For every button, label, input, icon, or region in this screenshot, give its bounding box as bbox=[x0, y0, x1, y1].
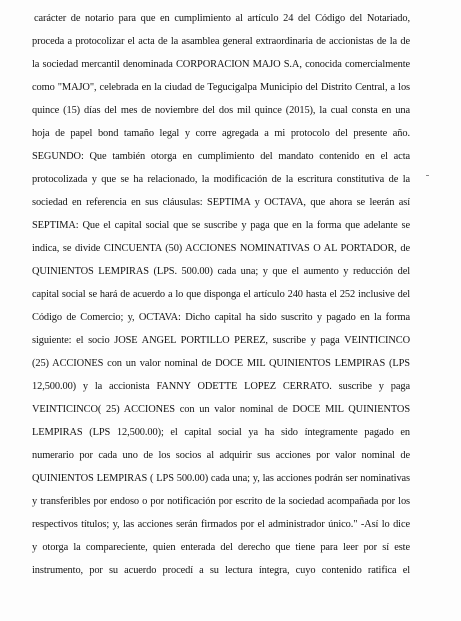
text-line: 12,500.00) y la accionista FANNY ODETTE LOPEZ CERRATO. suscribe y paga bbox=[32, 381, 410, 392]
text-line: quince (15) días del mes de noviembre del dos mil quince (2015), la cual consta en una bbox=[32, 105, 410, 116]
text-line: instrumento, por su acuerdo procedí a su lectura íntegra, cuyo contenido ratifica el bbox=[32, 565, 410, 576]
text-line: SEPTIMA: Que el capital social que se suscribe y paga que en la forma que adelante se bbox=[32, 220, 410, 231]
text-line: LEMPIRAS (LPS 12,500.00); el capital social ya ha sido íntegramente pagado en bbox=[32, 427, 410, 438]
text-line: VEINTICINCO( 25) ACCIONES con un valor nominal de DOCE MIL QUINIENTOS bbox=[32, 404, 410, 415]
text-line: QUINIENTOS LEMPIRAS (LPS. 500.00) cada una; y que el aumento y reducción del bbox=[32, 266, 410, 277]
text-line: QUINIENTOS LEMPIRAS ( LPS 500.00) cada una; y, las acciones podrán ser nominativas bbox=[32, 473, 410, 484]
text-line: y otorga la compareciente, quien enterada del derecho que tiene para leer por sí este bbox=[32, 542, 410, 553]
text-line: (25) ACCIONES con un valor nominal de DOCE MIL QUINIENTOS LEMPIRAS (LPS bbox=[32, 358, 410, 369]
text-line: respectivos títulos; y, las acciones serán firmados por el administrador único." -Así lo dice bbox=[32, 519, 410, 530]
text-line: protocolizada y que se ha relacionado, la modificación de la escritura constitutiva de la bbox=[32, 174, 410, 185]
text-line: carácter de notario para que en cumplimiento al artículo 24 del Código del Notariado, bbox=[34, 13, 410, 24]
text-line: capital social se hará de acuerdo a lo que disponga el artículo 240 hasta el 252 inclusive del bbox=[32, 289, 410, 300]
text-line: proceda a protocolizar el acta de la asamblea general extraordinaria de accionistas de la de bbox=[32, 36, 410, 47]
text-line: siguiente: el socio JOSE ANGEL PORTILLO PEREZ, suscribe y paga VEINTICINCO bbox=[32, 335, 410, 346]
text-line: indica, se divide CINCUENTA (50) ACCIONES NOMINATIVAS O AL PORTADOR, de bbox=[32, 243, 410, 254]
text-line: y transferibles por endoso o por notificación por escrito de la sociedad acompañada por los bbox=[32, 496, 410, 507]
text-line: SEGUNDO: Que también otorga en cumplimiento del mandato contenido en el acta bbox=[32, 151, 410, 162]
scan-mark bbox=[426, 175, 429, 176]
text-line: como "MAJO", celebrada en la ciudad de Tegucigalpa Municipio del Distrito Central, a los bbox=[32, 82, 410, 93]
text-line: la sociedad mercantil denominada CORPORACION MAJO S.A, conocida comercialmente bbox=[32, 59, 410, 70]
text-line: Código de Comercio; y, OCTAVA: Dicho capital ha sido suscrito y pagado en la forma bbox=[32, 312, 410, 323]
text-line: numerario por cada uno de los socios al adquirir sus acciones por valor nominal de bbox=[32, 450, 410, 461]
text-line: hoja de papel bond tamaño legal y corre agregada a mi protocolo del presente año. bbox=[32, 128, 410, 139]
text-line: sociedad en referencia en sus cláusulas: SEPTIMA y OCTAVA, que ahora se leerán así bbox=[32, 197, 410, 208]
